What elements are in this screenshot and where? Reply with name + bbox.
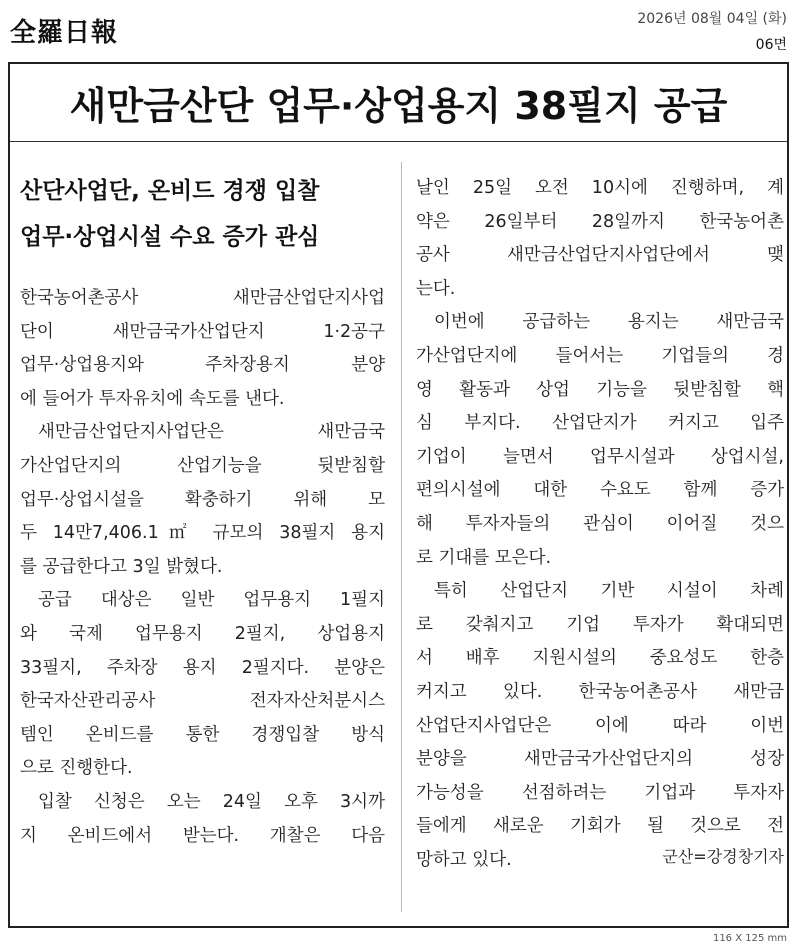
body-line: 새만금산업단지사업단은 새만금국 xyxy=(38,422,385,443)
body-line: 템인 온비드를 통한 경쟁입찰 방식 xyxy=(20,724,385,745)
body-line: 으로 진행한다. xyxy=(20,758,133,779)
body-line: 지 온비드에서 받는다. 개찰은 다음 xyxy=(20,825,385,846)
right-column xyxy=(416,172,784,877)
body-line: 입찰 신청은 오는 24일 오후 3시까 xyxy=(38,791,385,812)
headline-box xyxy=(10,64,787,142)
headline: 새만금산단 업무·상업용지 38필지 공급 xyxy=(69,84,728,128)
body-line: 망하고 있다. xyxy=(416,849,512,870)
issue-date: 2026년 08월 04일 (화) xyxy=(637,11,787,27)
body-line: 업무·상업용지와 주차장용지 분양 xyxy=(20,355,385,376)
body-line: 이번에 공급하는 용지는 새만금국 xyxy=(434,312,784,333)
body-line: 업무·상업시설을 확충하기 위해 모 xyxy=(20,489,385,510)
body-line: 분양을 새만금국가산업단지의 성장 xyxy=(416,749,784,770)
body-line: 가능성을 선점하려는 기업과 투자자 xyxy=(416,782,784,803)
page-number: 06면 xyxy=(755,37,787,53)
body-line: 특히 산업단지 기반 시설이 차례 xyxy=(434,581,784,602)
body-line: 공사 새만금산업단지사업단에서 맺 xyxy=(416,245,784,266)
newspaper-logo: 全羅日報 xyxy=(10,18,119,48)
closing-row xyxy=(416,844,784,878)
body-line: 33필지, 주차장 용지 2필지다. 분양은 xyxy=(20,657,385,678)
body-line: 가산업단지의 산업기능을 뒷받침할 xyxy=(20,455,385,476)
body-line: 편의시설에 대한 수요도 함께 증가 xyxy=(416,480,784,501)
body-line: 심 부지다. 산업단지가 커지고 입주 xyxy=(416,413,784,434)
right-body xyxy=(416,172,784,844)
body-line: 는다. xyxy=(416,278,456,299)
subheadline xyxy=(20,168,385,260)
body-line: 로 갖춰지고 기업 투자가 확대되면 xyxy=(416,614,784,635)
body-line: 약은 26일부터 28일까지 한국농어촌 xyxy=(416,211,784,232)
body-line: 기업이 늘면서 업무시설과 상업시설, xyxy=(416,446,784,467)
body-line: 한국자산관리공사 전자자산처분시스 xyxy=(20,691,385,712)
subheadline-line: 산단사업단, 온비드 경쟁 입찰 xyxy=(20,178,320,204)
body-line: 날인 25일 오전 10시에 진행하며, 계 xyxy=(416,178,784,198)
size-note: 116 X 125 mm xyxy=(712,933,787,944)
body-line: 에 들어가 투자유치에 속도를 낸다. xyxy=(20,388,285,409)
body-line: 두 14만7,406.1㎡ 규모의 38필지 용지 xyxy=(20,523,385,544)
masthead xyxy=(0,0,799,62)
body-line: 를 공급한다고 3일 밝혔다. xyxy=(20,556,223,577)
article-frame xyxy=(8,62,789,928)
body-line: 서 배후 지원시설의 중요성도 한층 xyxy=(416,648,784,669)
left-column xyxy=(20,162,385,853)
body-line: 한국농어촌공사 새만금산업단지사업 xyxy=(20,288,385,308)
body-line: 공급 대상은 일반 업무용지 1필지 xyxy=(38,590,385,611)
body-line: 가산업단지에 들어서는 기업들의 경 xyxy=(416,345,784,366)
byline: 군산=강경창기자 xyxy=(662,846,784,866)
body-line: 로 기대를 모은다. xyxy=(416,547,552,568)
column-divider xyxy=(401,162,402,912)
body-line: 단이 새만금국가산업단지 1·2공구 xyxy=(20,321,385,342)
body-line: 와 국제 업무용지 2필지, 상업용지 xyxy=(20,623,385,644)
subheadline-line: 업무·상업시설 수요 증가 관심 xyxy=(20,224,320,250)
body-line: 들에게 새로운 기회가 될 것으로 전 xyxy=(416,816,784,837)
body-line: 영 활동과 상업 기능을 뒷받침할 핵 xyxy=(416,379,784,400)
body-line: 산업단지사업단은 이에 따라 이번 xyxy=(416,715,784,736)
left-body xyxy=(20,282,385,853)
body-line: 해 투자자들의 관심이 이어질 것으 xyxy=(416,513,784,534)
body-line: 커지고 있다. 한국농어촌공사 새만금 xyxy=(416,681,784,702)
